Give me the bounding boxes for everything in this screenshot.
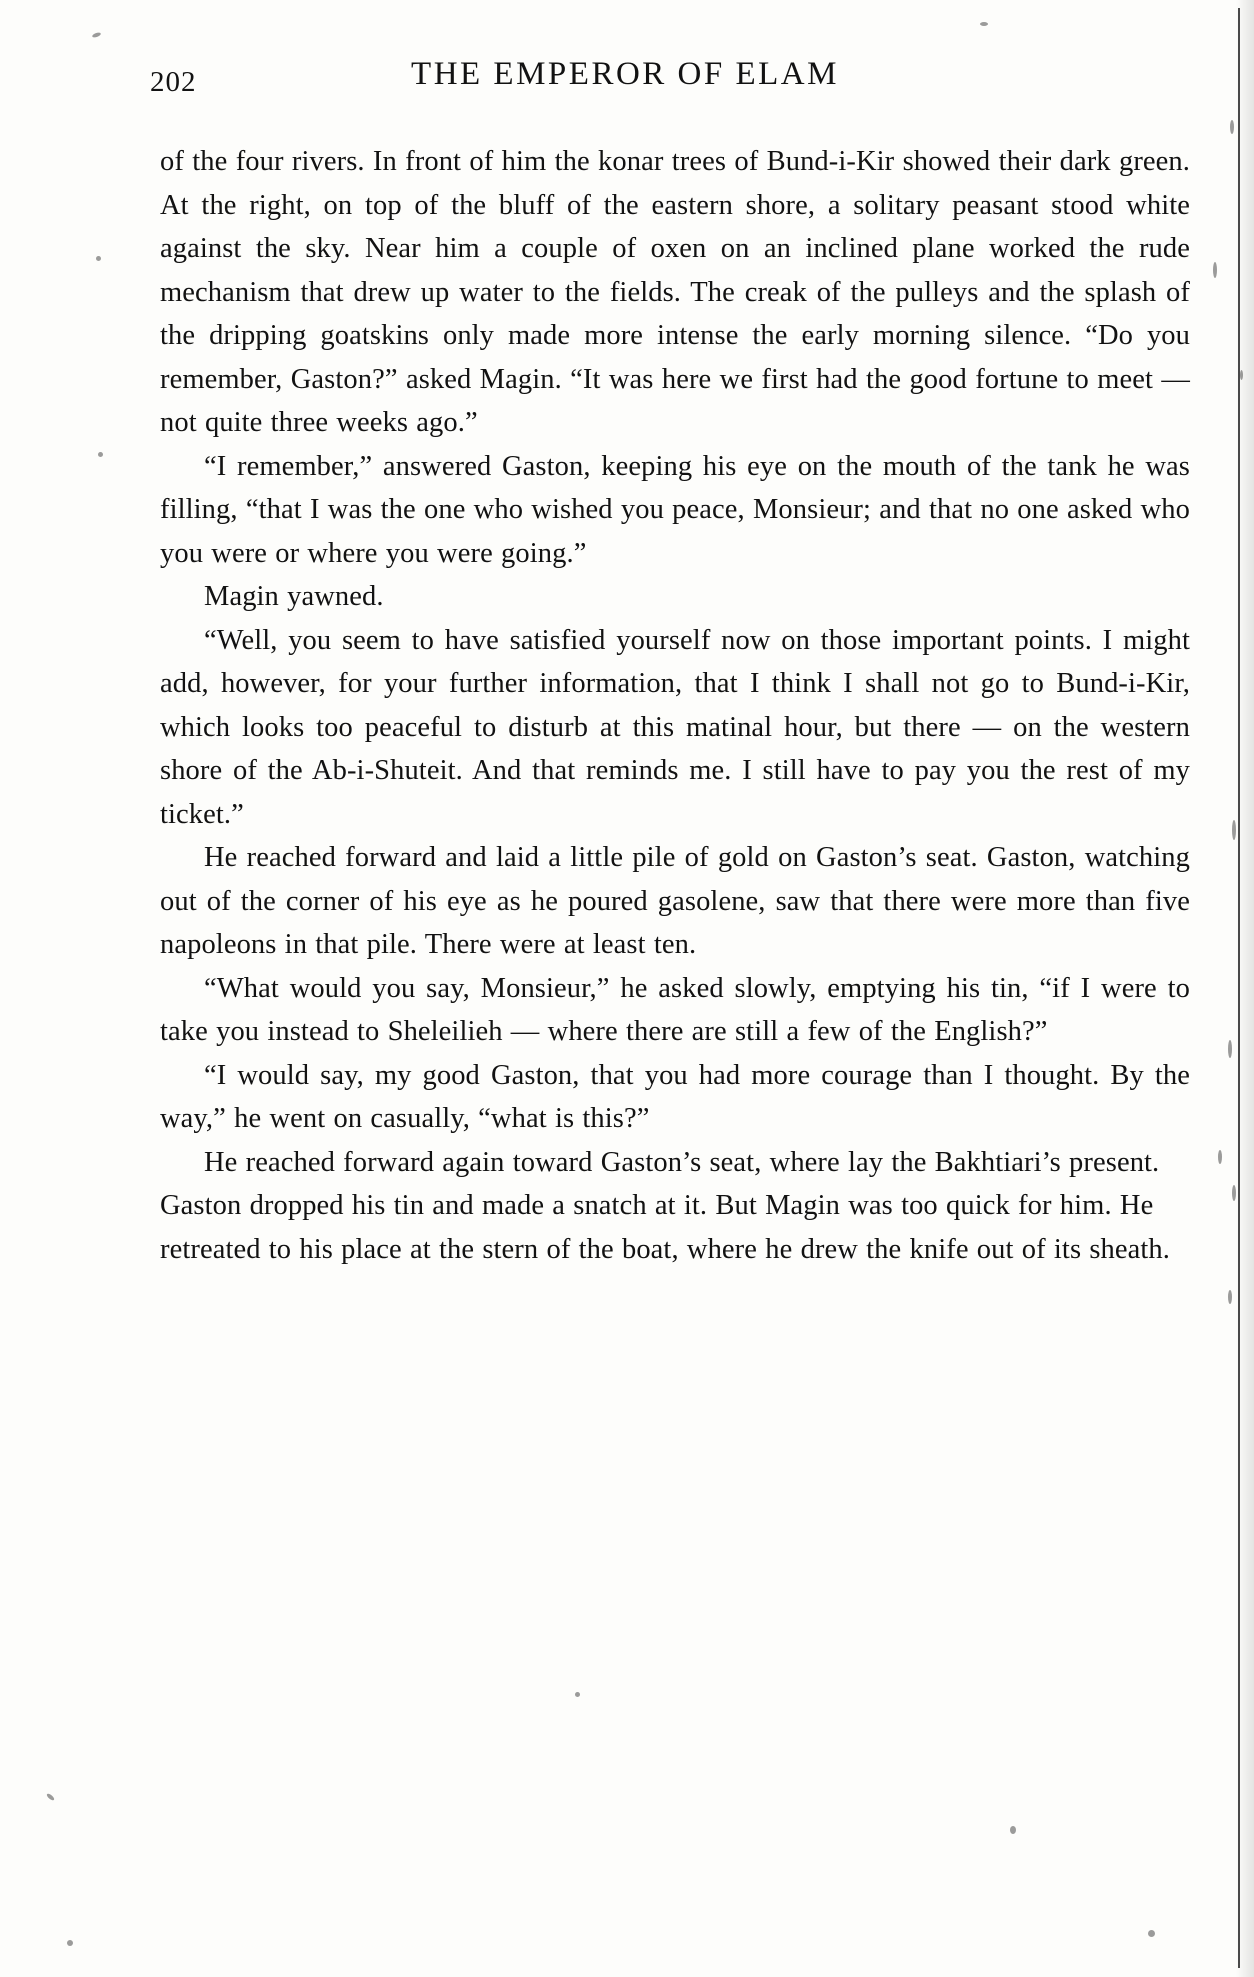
scan-speck: [1010, 1826, 1016, 1834]
scan-speck: [1228, 1290, 1232, 1304]
scan-speck: [98, 452, 103, 457]
paragraph: “What would you say, Monsieur,” he asked slowly, emptying his tin, “if I were to take you instead to Sheleilieh — where there are still a few of the English?”: [160, 972, 1190, 1047]
page-edge-rule: [1238, 8, 1240, 1968]
scan-speck: [46, 1793, 55, 1802]
scan-speck: [67, 1940, 73, 1946]
scan-speck: [92, 32, 102, 39]
paragraph: of the four rivers. In front of him the konar trees of Bund-i-Kir showed their dark green. At the right, on top of the bluff of the eastern shore, a solitary peasant stood white against the sky. Near him a couple of oxen on an inclined plane worked the rude mechanism that drew up water to the fields. The creak of the pulleys and the splash of the dripping goatskins only made more intense the early morning silence. “Do you remember, Gaston?” asked Magin. “It was here we first had the good fortune to meet — not quite three weeks ago.”: [160, 146, 1190, 438]
scan-speck: [1232, 1185, 1236, 1201]
scan-speck: [1230, 120, 1234, 134]
scan-speck: [96, 256, 101, 261]
paragraph: “I remember,” answered Gaston, keeping his eye on the mouth of the tank he was filling, “that I was the one who wished you peace, Monsieur; and that no one asked who you were or where you were going.”: [160, 450, 1190, 569]
scan-speck: [1218, 1150, 1222, 1164]
paragraph: He reached forward again toward Gaston’s seat, where lay the Bakhtiari’s present. Gaston dropped his tin and made a snatch at it. But Magin was too quick for him. He retreated to his place at the stern of the boat, where he drew the knife out of its sheath.: [160, 1146, 1170, 1265]
scan-speck: [1228, 1040, 1232, 1058]
page-number: 202: [150, 66, 197, 98]
page-header: [150, 56, 1100, 102]
running-title: THE EMPEROR OF ELAM: [411, 56, 839, 92]
scan-speck: [1240, 370, 1243, 380]
paragraph: Magin yawned.: [204, 581, 384, 612]
scan-speck: [1213, 262, 1217, 278]
paragraph: He reached forward and laid a little pile of gold on Gaston’s seat. Gaston, watching out of the corner of his eye as he poured gasolene, saw that there were more than five napoleons in that pile. There were at least ten.: [160, 842, 1190, 960]
paragraph: “Well, you seem to have satisfied yourself now on those important points. I might add, however, for your further information, that I think I shall not go to Bund-i-Kir, which looks too peaceful to disturb at this matinal hour, but there — on the western shore of the Ab-i-Shuteit. And that reminds me. I still have to pay you the rest of my ticket.”: [160, 624, 1190, 830]
page-body: [160, 140, 1190, 1271]
scan-speck: [1148, 1930, 1155, 1937]
scan-speck: [575, 1692, 580, 1697]
scan-speck: [980, 22, 988, 26]
scan-speck: [1232, 820, 1236, 840]
paragraph: “I would say, my good Gaston, that you had more courage than I thought. By the way,” he went on casually, “what is this?”: [160, 1059, 1190, 1134]
